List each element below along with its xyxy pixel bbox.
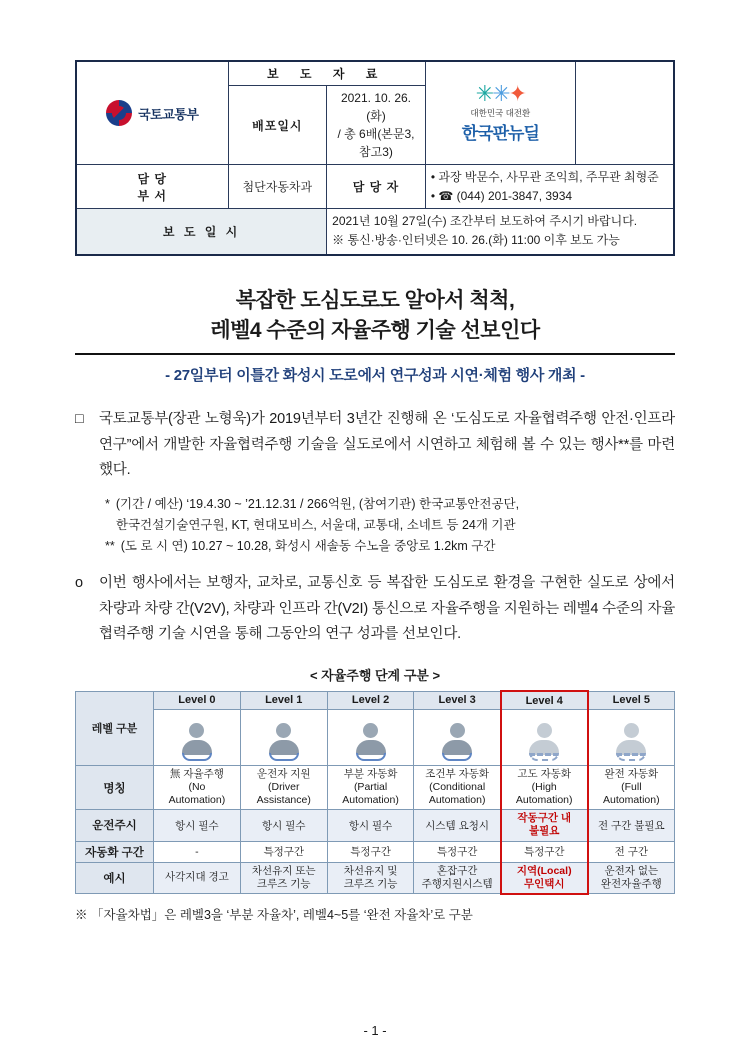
cell-attention-level-1: 항시 필수 [240, 810, 327, 841]
column-header-level-3: Level 3 [414, 691, 501, 709]
press-date-label: 보 도 일 시 [76, 209, 327, 255]
cell-zone-level-0: - [154, 841, 241, 862]
paragraph-2-bullet: ο [75, 575, 84, 592]
column-header-level-0: Level 0 [154, 691, 241, 709]
table-caption: < 자율주행 단계 구분 > [309, 668, 441, 684]
table-row [76, 862, 675, 894]
header-row-contact [76, 165, 674, 209]
cell-zone-level-2: 특정구간 [327, 841, 414, 862]
icon-cell-level-4 [501, 709, 588, 765]
table-header-row [76, 691, 675, 709]
table-row [76, 810, 675, 841]
embargo-line1: 2021년 10월 27일(수) 조간부터 보도하여 주시기 바랍니다. [332, 214, 638, 229]
cell-zone-level-3: 특정구간 [414, 841, 501, 862]
icon-cell-level-3 [414, 709, 501, 765]
column-header-level-2: Level 2 [327, 691, 414, 709]
icon-cell-level-1 [240, 709, 327, 765]
driver-icon [155, 713, 239, 761]
footnotes [105, 494, 675, 558]
driver-icon [329, 713, 413, 761]
column-header-level-4: Level 4 [501, 691, 588, 709]
header-row-title [76, 61, 674, 86]
footnote-1 [105, 494, 675, 537]
cell-zone-level-5: 전 구간 [588, 841, 675, 862]
table-icon-row [76, 709, 675, 765]
brand-subtitle: 대한민국 대전환 [470, 107, 531, 118]
document-title: 보 도 자 료 [228, 61, 425, 86]
government-emblem-icon [106, 100, 132, 126]
footnote-2 [105, 536, 675, 557]
contact-phone: • ☎ (044) 201-3847, 3934 [430, 188, 573, 203]
cell-attention-level-2: 항시 필수 [327, 810, 414, 841]
cell-name-level-1: 운전자 지원 (Driver Assistance) [240, 765, 327, 809]
cell-example-level-0: 사각지대 경고 [154, 862, 241, 894]
ministry-logo-cell [76, 61, 228, 165]
row-label-driver-attention: 운전주시 [76, 810, 154, 841]
autonomy-level-table [75, 690, 675, 894]
cell-name-level-2: 부분 자동화 (Partial Automation) [327, 765, 414, 809]
department-label-line1: 담 당 [137, 171, 168, 186]
no-driver-icon [590, 713, 673, 761]
header-row-embargo [76, 209, 674, 255]
article-body [75, 407, 675, 647]
driver-icon [242, 713, 326, 761]
headline-line-2: 레벨4 수준의 자율주행 기술 선보인다 [210, 319, 540, 342]
cell-example-level-2: 차선유지 및 크루즈 기능 [327, 862, 414, 894]
cell-name-level-4: 고도 자동화 (High Automation) [501, 765, 588, 809]
distribution-pages: / 총 6배(본문3, 참고3) [337, 127, 415, 159]
table-row [76, 841, 675, 862]
cell-example-level-4: 지역(Local) 무인택시 [501, 862, 588, 894]
department-value: 첨단자동차과 [228, 165, 327, 209]
column-header-level-1: Level 1 [240, 691, 327, 709]
person-label: 담 당 자 [327, 165, 426, 209]
cell-attention-level-4: 작동구간 내 불필요 [501, 810, 588, 841]
headline-divider [75, 353, 675, 355]
footnote-1-line1: (기간 / 예산) ‘19.4.30 ~ ’21.12.31 / 266억원, (참여기관) 한국교통안전공단, [115, 496, 520, 511]
table-corner-label: 레벨 구분 [76, 691, 154, 765]
ministry-logo [82, 100, 223, 126]
ministry-name: 국토교통부 [138, 106, 199, 122]
headline [75, 286, 675, 347]
driver-optional-icon [503, 713, 586, 761]
row-label-name: 명칭 [76, 765, 154, 809]
paragraph-2 [75, 571, 675, 647]
footnote-2-mark: ** [105, 539, 115, 554]
row-label-automation-zone: 자동화 구간 [76, 841, 154, 862]
department-label-line2: 부 서 [137, 188, 168, 203]
korean-new-deal-brand [425, 61, 575, 165]
icon-cell-level-2 [327, 709, 414, 765]
department-label [76, 165, 228, 209]
footnote-1-mark: * [105, 496, 110, 511]
contact-value [425, 165, 674, 209]
cell-attention-level-0: 항시 필수 [154, 810, 241, 841]
cell-attention-level-3: 시스템 요청시 [414, 810, 501, 841]
cell-example-level-1: 차선유지 또는 크루즈 기능 [240, 862, 327, 894]
subheadline: - 27일부터 이틀간 화성시 도로에서 연구성과 시연·체험 행사 개최 - [165, 367, 585, 385]
embargo-line2: ※ 통신·방송·인터넷은 10. 26.(화) 11:00 이후 보도 가능 [332, 233, 620, 248]
icon-cell-level-5 [588, 709, 675, 765]
cell-name-level-3: 조건부 자동화 (Conditional Automation) [414, 765, 501, 809]
cell-example-level-3: 혼잡구간 주행지원시스템 [414, 862, 501, 894]
cell-attention-level-5: 전 구간 불필요 [588, 810, 675, 841]
paragraph-1-bullet: □ [75, 411, 84, 428]
footnote-2-text: (도 로 시 연) 10.27 ~ 10.28, 화성시 새솔동 수노을 중앙로 1.2km 구간 [120, 539, 496, 554]
page-number: - 1 - [363, 1023, 387, 1038]
row-label-example: 예시 [76, 862, 154, 894]
column-header-level-5: Level 5 [588, 691, 675, 709]
press-date-value [327, 209, 674, 255]
paragraph-2-text: 이번 행사에서는 보행자, 교차로, 교통신호 등 복잡한 도심도로 환경을 구현한 실도로 상에서 차량과 차량 간(V2V), 차량과 인프라 간(V2I) 통신으로 자율주행을 지원하는 레벨4 수준의 자율협력주행 기술 시연을 통해 그동안의 연구 성과를 선보인다. [99, 575, 675, 643]
brand-title: 한국판뉴딜 [461, 123, 539, 143]
icon-cell-level-0 [154, 709, 241, 765]
cell-name-level-0: 無 자율주행 (No Automation) [154, 765, 241, 809]
cell-example-level-5: 운전자 없는 완전자율주행 [588, 862, 675, 894]
press-release-header-table [75, 60, 675, 256]
table-row [76, 765, 675, 809]
cell-name-level-5: 완전 자동화 (Full Automation) [588, 765, 675, 809]
footnote-1-line2: 한국건설기술연구원, KT, 현대모비스, 서울대, 교통대, 소네트 등 24개 기관 [115, 517, 516, 532]
brand-star-icon: ✳✳✦ [475, 80, 525, 106]
distribution-date: 2021. 10. 26.(화) [340, 91, 412, 123]
paragraph-1-text: 국토교통부(장관 노형욱)가 2019년부터 3년간 진행해 온 ‘도심도로 자율협력주행 안전·인프라 연구”에서 개발한 자율협력주행 기술을 실도로에서 시연하고 체험해 볼 수 있는 행사**를 마련했다. [99, 411, 675, 479]
distribution-label: 배포일시 [228, 86, 327, 165]
contact-names: • 과장 박문수, 사무관 조익희, 주무관 최형준 [430, 170, 659, 184]
driver-icon [415, 713, 498, 761]
distribution-value [327, 86, 426, 165]
cell-zone-level-1: 특정구간 [240, 841, 327, 862]
cell-zone-level-4: 특정구간 [501, 841, 588, 862]
paragraph-1 [75, 407, 675, 483]
headline-line-1: 복잡한 도심도로도 알아서 척척, [235, 288, 515, 312]
table-footnote: ※ 「자율차법」은 레벨3을 ‘부분 자율차’, 레벨4~5를 ‘완전 자율차’로 구분 [75, 907, 473, 922]
footnote-1-text [116, 494, 675, 537]
